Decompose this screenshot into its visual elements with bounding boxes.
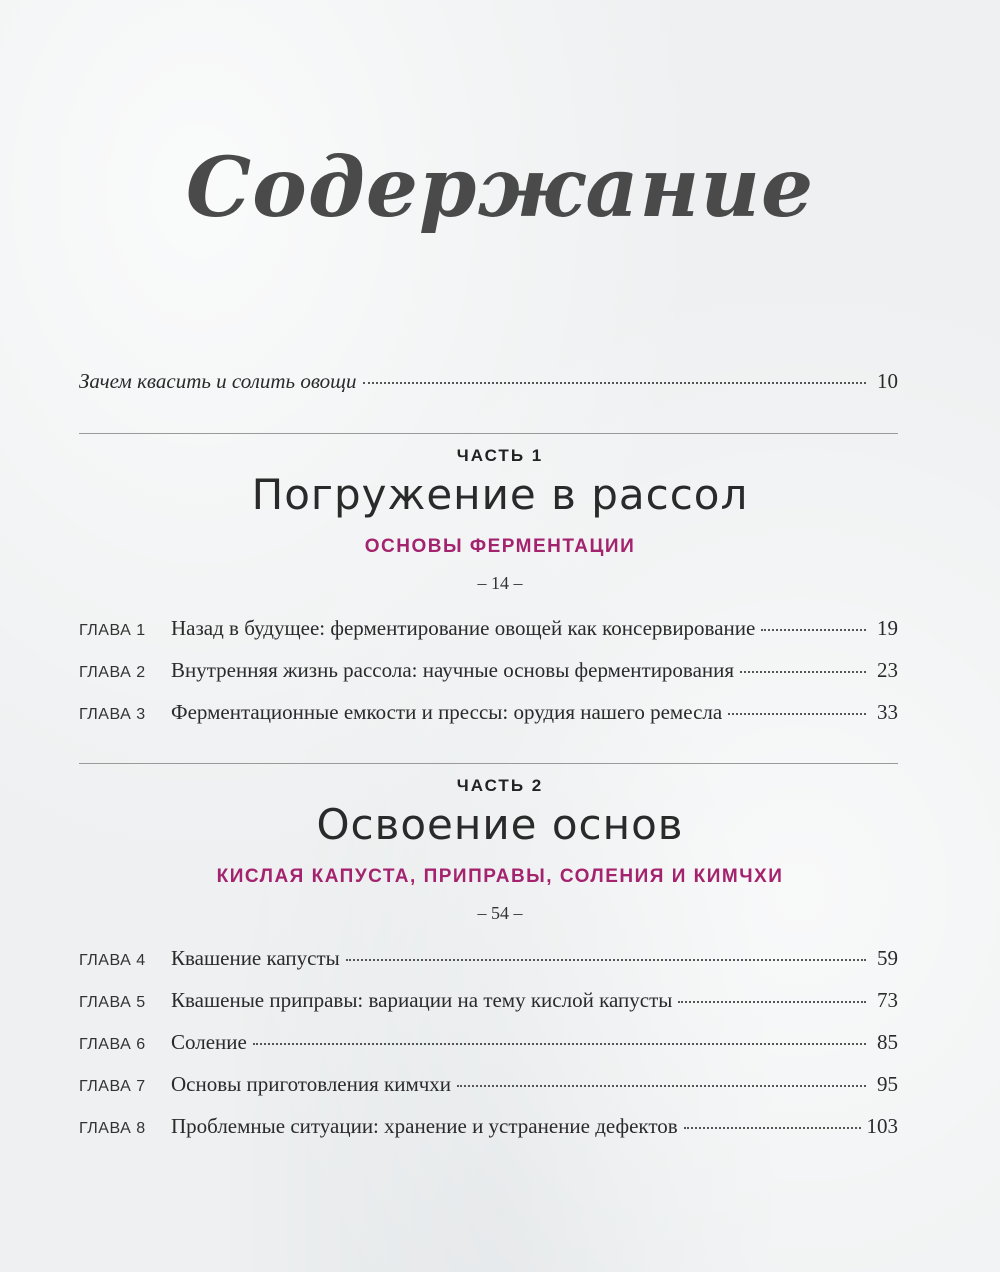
toc-entry-page: 23 — [877, 658, 898, 682]
toc-entry-chapter-7[interactable] — [79, 1067, 898, 1101]
page-title: Содержание — [185, 140, 815, 236]
toc-entry-chapter-5[interactable] — [79, 983, 898, 1017]
chapter-number: ГЛАВА 3 — [79, 706, 146, 723]
dot-leader — [740, 671, 866, 673]
part-2-subtitle: КИСЛАЯ КАПУСТА, ПРИПРАВЫ, СОЛЕНИЯ И КИМЧХИ — [216, 866, 784, 887]
chapter-number: ГЛАВА 2 — [79, 664, 146, 681]
dot-leader — [253, 1043, 866, 1045]
toc-entry-title: Ферментационные емкости и прессы: орудия нашего ремесла — [171, 700, 723, 724]
toc-entry-chapter-2[interactable] — [79, 653, 898, 687]
toc-entry-title: Квашеные приправы: вариации на тему кислой капусты — [171, 988, 673, 1012]
toc-entry-title: Зачем квасить и солить овощи — [79, 369, 357, 393]
toc-entry-title: Основы приготовления кимчхи — [171, 1072, 452, 1096]
toc-entry-title: Соление — [171, 1030, 247, 1054]
dot-leader — [363, 382, 866, 384]
toc-entry-title: Квашение капусты — [171, 946, 340, 970]
toc-entry-title: Внутренняя жизнь рассола: научные основы ферментирования — [171, 658, 735, 682]
part-2-page: – 54 – — [477, 903, 523, 923]
part-1-page: – 14 – — [477, 573, 523, 593]
toc-entry-chapter-3[interactable] — [79, 695, 898, 729]
dot-leader — [678, 1001, 866, 1003]
chapter-number: ГЛАВА 1 — [79, 622, 146, 639]
toc-entry-page: 33 — [877, 700, 898, 724]
toc-entry-intro[interactable] — [79, 364, 898, 398]
section-divider — [79, 433, 898, 434]
part-2-label: ЧАСТЬ 2 — [456, 776, 544, 795]
toc-entry-chapter-4[interactable] — [79, 941, 898, 975]
chapter-number: ГЛАВА 4 — [79, 952, 146, 969]
dot-leader — [346, 959, 866, 961]
toc-entry-chapter-6[interactable] — [79, 1025, 898, 1059]
section-divider — [79, 763, 898, 764]
toc-entry-page: 10 — [877, 369, 898, 393]
toc-entry-page: 19 — [877, 616, 898, 640]
toc-entry-page: 85 — [877, 1030, 898, 1054]
dot-leader — [684, 1127, 861, 1129]
toc-entry-chapter-1[interactable] — [79, 611, 898, 645]
toc-entry-page: 59 — [877, 946, 898, 970]
chapter-number: ГЛАВА 5 — [79, 994, 146, 1011]
dot-leader — [728, 713, 866, 715]
toc-entry-chapter-8[interactable] — [79, 1109, 898, 1143]
dot-leader — [761, 629, 866, 631]
part-2-title: Освоение основ — [316, 800, 684, 849]
toc-entry-page: 73 — [877, 988, 898, 1012]
dot-leader — [457, 1085, 866, 1087]
part-1-label: ЧАСТЬ 1 — [456, 446, 544, 465]
toc-entry-page: 95 — [877, 1072, 898, 1096]
chapter-number: ГЛАВА 8 — [79, 1120, 146, 1137]
chapter-number: ГЛАВА 6 — [79, 1036, 146, 1053]
part-1-title: Погружение в рассол — [251, 470, 749, 519]
chapter-number: ГЛАВА 7 — [79, 1078, 146, 1095]
toc-entry-title: Проблемные ситуации: хранение и устранение дефектов — [171, 1114, 678, 1138]
toc-entry-page: 103 — [866, 1114, 898, 1138]
part-1-subtitle: ОСНОВЫ ФЕРМЕНТАЦИИ — [364, 536, 636, 557]
toc-entry-title: Назад в будущее: ферментирование овощей как консервирование — [171, 616, 756, 640]
